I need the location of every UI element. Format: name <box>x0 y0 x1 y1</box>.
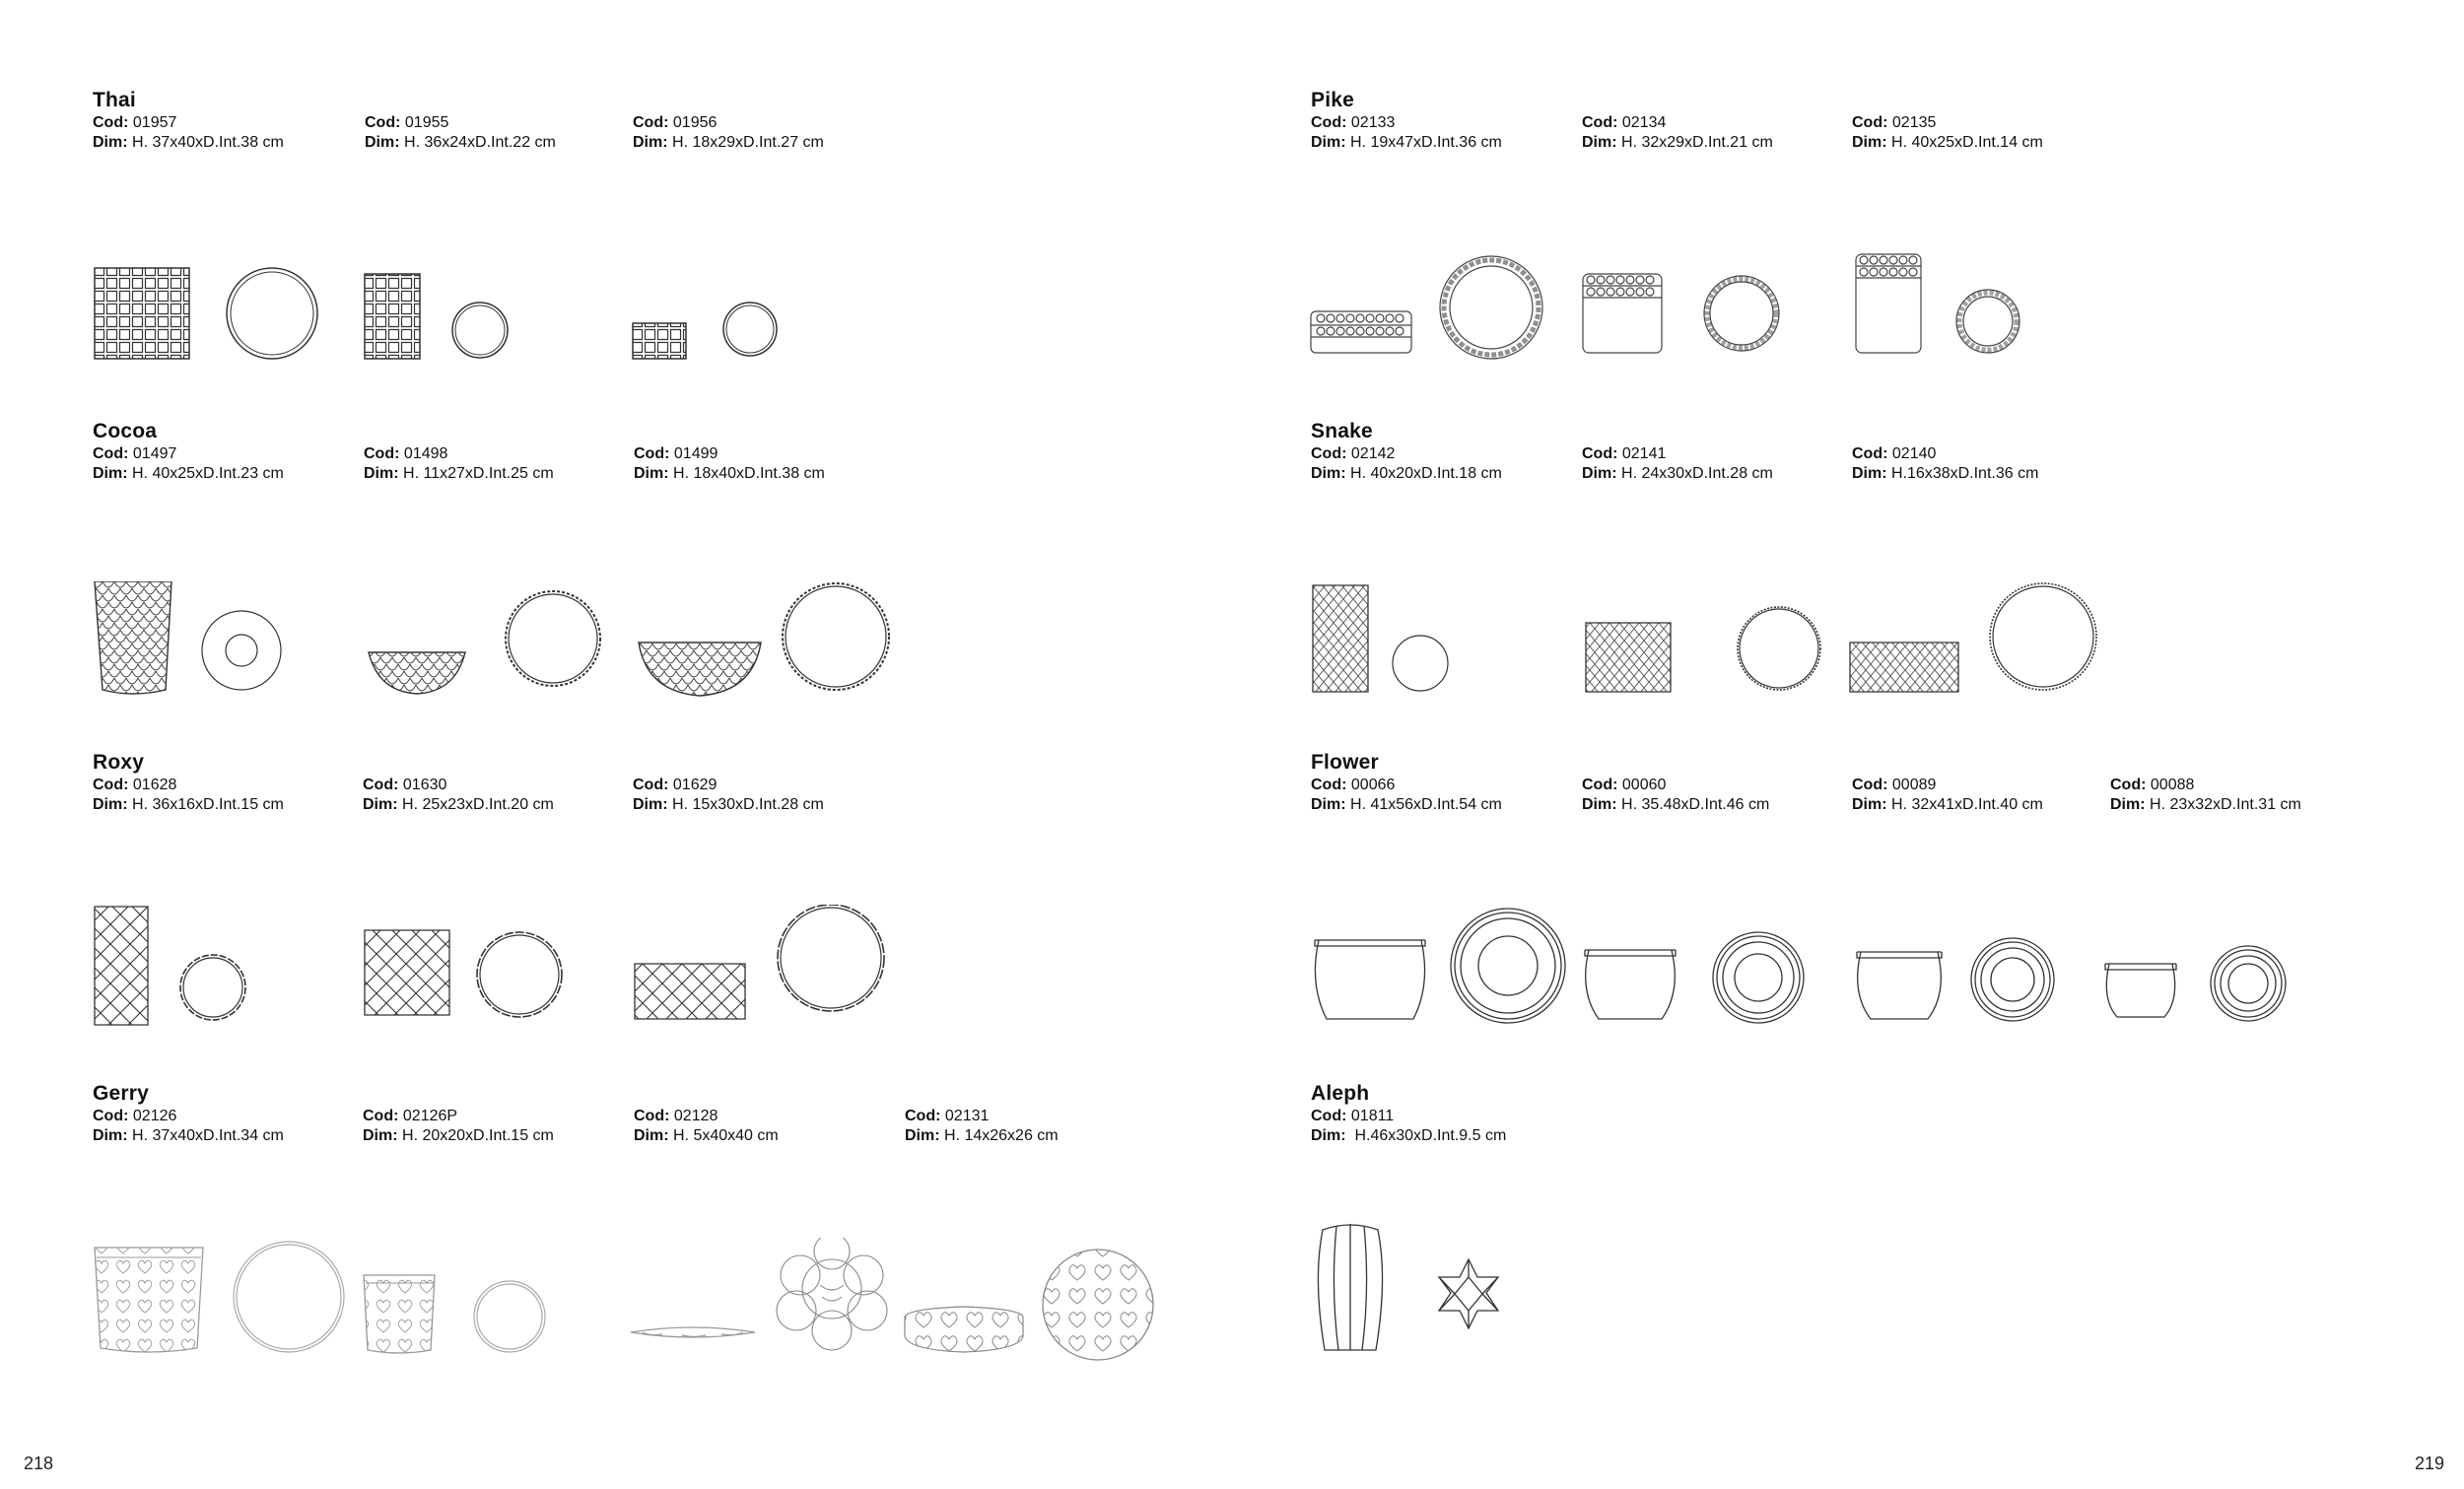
gerry-small-planter-side-view <box>364 1275 435 1353</box>
cod-label: Cod: <box>1852 114 1888 131</box>
product-code: 00088 <box>2150 777 2195 793</box>
dim-label: Dim: <box>1582 134 1617 151</box>
cod-label: Cod: <box>2110 777 2147 793</box>
dim-label: Dim: <box>2110 796 2146 813</box>
product-spec <box>363 1107 554 1146</box>
section-title: Flower <box>1311 751 1379 774</box>
snake-drawings <box>1309 581 2097 700</box>
cocoa-drawings <box>91 581 899 700</box>
page-number-right: 219 <box>2415 1454 2445 1473</box>
dim-label: Dim: <box>1311 1127 1346 1144</box>
cod-label: Cod: <box>634 445 670 462</box>
dim-label: Dim: <box>364 465 399 482</box>
cod-label: Cod: <box>633 114 669 131</box>
product-spec <box>364 444 554 484</box>
product-code: 01630 <box>402 777 447 793</box>
cod-label: Cod: <box>365 114 401 131</box>
product-code: 02131 <box>944 1108 990 1124</box>
cod-label: Cod: <box>93 114 129 131</box>
pike-tall-vase-side-view <box>1856 254 1921 353</box>
product-code: 02126P <box>402 1108 458 1124</box>
roxy-vase-side-view <box>95 907 148 1025</box>
cod-label: Cod: <box>633 777 669 793</box>
product-dimensions: H.16x38xD.Int.36 cm <box>1891 465 2039 482</box>
flower-pot-side-view <box>1315 940 1425 1019</box>
dim-label: Dim: <box>634 465 669 482</box>
gerry-plate-side-view <box>631 1327 755 1337</box>
thai-vase-top-view <box>227 268 317 359</box>
dim-label: Dim: <box>1311 465 1346 482</box>
gerry-plate-top-view <box>777 1238 887 1350</box>
dim-label: Dim: <box>365 134 400 151</box>
product-spec <box>2110 776 2301 815</box>
flower-pot-top-view <box>1971 938 2054 1021</box>
product-dimensions: H. 37x40xD.Int.34 cm <box>132 1127 284 1144</box>
product-spec <box>905 1107 1059 1146</box>
product-code: 01955 <box>404 114 449 131</box>
flower-pot-side-view <box>1585 950 1676 1019</box>
product-dimensions: H. 24x30xD.Int.28 cm <box>1621 465 1773 482</box>
dim-label: Dim: <box>363 1127 398 1144</box>
product-spec <box>634 444 825 484</box>
product-dimensions: H. 41x56xD.Int.54 cm <box>1350 796 1502 813</box>
gerry-small-planter-top-view <box>474 1281 545 1352</box>
snake-bowl-top-view <box>1990 583 2096 690</box>
cocoa-large-bowl-top-view <box>783 583 889 690</box>
pike-vase-top-view <box>1704 276 1779 351</box>
product-spec <box>1852 776 2043 815</box>
aleph-vase-side-view <box>1318 1224 1382 1350</box>
pike-vase-side-view <box>1583 274 1662 353</box>
cod-label: Cod: <box>363 1108 399 1124</box>
product-dimensions: H. 15x30xD.Int.28 cm <box>672 796 824 813</box>
dim-label: Dim: <box>1582 796 1617 813</box>
snake-vase-side-view <box>1313 585 1368 692</box>
cod-label: Cod: <box>93 445 129 462</box>
product-code: 01957 <box>132 114 177 131</box>
product-dimensions: H.46x30xD.Int.9.5 cm <box>1354 1127 1507 1144</box>
cod-label: Cod: <box>905 1108 941 1124</box>
product-code: 01498 <box>403 445 448 462</box>
flower-pot-top-view <box>2211 946 2286 1021</box>
product-code: 00089 <box>1891 777 1937 793</box>
pike-tall-vase-top-view <box>1956 290 2019 353</box>
product-dimensions: H. 20x20xD.Int.15 cm <box>402 1127 554 1144</box>
product-spec <box>93 776 284 815</box>
product-spec <box>1852 113 2043 153</box>
product-dimensions: H. 18x29xD.Int.27 cm <box>672 134 824 151</box>
thai-bowl-side-view <box>633 323 686 359</box>
product-spec <box>1311 444 1502 484</box>
thai-vase-top-view <box>452 303 508 358</box>
product-dimensions: H. 11x27xD.Int.25 cm <box>403 465 554 482</box>
product-dimensions: H. 32x29xD.Int.21 cm <box>1621 134 1773 151</box>
cod-label: Cod: <box>1852 777 1888 793</box>
dim-label: Dim: <box>634 1127 669 1144</box>
product-code: 00066 <box>1350 777 1396 793</box>
thai-bowl-top-view <box>723 303 777 356</box>
flower-pot-side-view <box>2105 964 2176 1017</box>
product-spec <box>1852 444 2038 484</box>
product-spec <box>1582 444 1773 484</box>
pike-bowl-side-view <box>1311 311 1411 353</box>
aleph-vase-top-view <box>1439 1259 1498 1328</box>
product-code: 02133 <box>1350 114 1396 131</box>
cod-label: Cod: <box>1311 1108 1347 1124</box>
dim-label: Dim: <box>633 796 668 813</box>
section-title: Snake <box>1311 420 1373 442</box>
snake-planter-top-view <box>1738 607 1820 690</box>
product-code: 01956 <box>672 114 718 131</box>
dim-label: Dim: <box>93 1127 128 1144</box>
cod-label: Cod: <box>634 1108 670 1124</box>
roxy-planter-side-view <box>365 930 449 1015</box>
thai-drawings <box>93 264 881 363</box>
dim-label: Dim: <box>93 134 128 151</box>
product-spec <box>633 113 824 153</box>
dim-label: Dim: <box>1852 796 1887 813</box>
gerry-bowl-top-view <box>1043 1250 1153 1360</box>
thai-vase-side-view <box>365 274 420 359</box>
product-dimensions: H. 40x20xD.Int.18 cm <box>1350 465 1502 482</box>
dim-label: Dim: <box>1311 134 1346 151</box>
dim-label: Dim: <box>633 134 668 151</box>
cod-label: Cod: <box>1582 777 1618 793</box>
cod-label: Cod: <box>1582 114 1618 131</box>
cod-label: Cod: <box>93 777 129 793</box>
product-code: 02135 <box>1891 114 1937 131</box>
cocoa-bowl-top-view <box>506 591 600 686</box>
product-dimensions: H. 40x25xD.Int.14 cm <box>1891 134 2043 151</box>
dim-label: Dim: <box>905 1127 940 1144</box>
product-spec <box>93 444 284 484</box>
cocoa-bowl-side-view <box>369 652 465 694</box>
product-spec <box>93 113 284 153</box>
product-dimensions: H. 5x40x40 cm <box>673 1127 779 1144</box>
flower-pot-top-view <box>1451 909 1565 1023</box>
roxy-bowl-side-view <box>635 964 745 1019</box>
product-spec <box>1311 1107 1506 1146</box>
product-spec <box>93 1107 284 1146</box>
cod-label: Cod: <box>1311 114 1347 131</box>
product-dimensions: H. 36x16xD.Int.15 cm <box>132 796 284 813</box>
product-dimensions: H. 40x25xD.Int.23 cm <box>132 465 284 482</box>
product-code: 01811 <box>1350 1108 1395 1124</box>
dim-label: Dim: <box>93 796 128 813</box>
product-code: 01628 <box>132 777 177 793</box>
product-dimensions: H. 35.48xD.Int.46 cm <box>1621 796 1770 813</box>
product-code: 02126 <box>132 1108 177 1124</box>
cod-label: Cod: <box>1582 445 1618 462</box>
product-code: 02140 <box>1891 445 1937 462</box>
product-dimensions: H. 14x26x26 cm <box>944 1127 1059 1144</box>
gerry-drawings <box>91 1238 1175 1366</box>
page-number-left: 218 <box>24 1454 54 1473</box>
section-title: Aleph <box>1311 1082 1370 1105</box>
cod-label: Cod: <box>364 445 400 462</box>
section-title: Pike <box>1311 89 1354 111</box>
product-spec <box>1582 113 1773 153</box>
dim-label: Dim: <box>363 796 398 813</box>
gerry-bowl-side-view <box>905 1307 1023 1352</box>
cod-label: Cod: <box>93 1108 129 1124</box>
section-title: Gerry <box>93 1082 150 1105</box>
snake-planter-side-view <box>1586 623 1671 692</box>
product-dimensions: H. 23x32xD.Int.31 cm <box>2150 796 2301 813</box>
dim-label: Dim: <box>1311 796 1346 813</box>
section-title: Thai <box>93 89 136 111</box>
product-dimensions: H. 37x40xD.Int.38 cm <box>132 134 284 151</box>
thai-vase-side-view <box>95 268 189 359</box>
product-dimensions: H. 19x47xD.Int.36 cm <box>1350 134 1502 151</box>
product-dimensions: H. 25x23xD.Int.20 cm <box>402 796 554 813</box>
pike-drawings <box>1309 246 2058 360</box>
product-code: 01497 <box>132 445 177 462</box>
product-code: 02128 <box>673 1108 719 1124</box>
roxy-bowl-top-view <box>778 905 884 1011</box>
flower-pot-side-view <box>1857 952 1942 1019</box>
section-title: Cocoa <box>93 420 158 442</box>
snake-bowl-side-view <box>1850 643 1958 692</box>
roxy-vase-top-view <box>180 955 245 1020</box>
product-spec <box>633 776 824 815</box>
dim-label: Dim: <box>1852 465 1887 482</box>
section-title: Roxy <box>93 751 145 774</box>
product-dimensions: H. 36x24xD.Int.22 cm <box>404 134 556 151</box>
cocoa-large-bowl-side-view <box>639 643 761 696</box>
dim-label: Dim: <box>93 465 128 482</box>
product-code: 00060 <box>1621 777 1667 793</box>
product-code: 02134 <box>1621 114 1667 131</box>
cocoa-vase-top-view <box>202 611 281 690</box>
product-spec <box>365 113 556 153</box>
product-code: 02141 <box>1621 445 1667 462</box>
flower-pot-top-view <box>1713 932 1804 1023</box>
cod-label: Cod: <box>1311 445 1347 462</box>
cod-label: Cod: <box>363 777 399 793</box>
dim-label: Dim: <box>1852 134 1887 151</box>
cocoa-vase-side-view <box>95 581 171 694</box>
product-dimensions: H. 32x41xD.Int.40 cm <box>1891 796 2043 813</box>
cod-label: Cod: <box>1852 445 1888 462</box>
roxy-planter-top-view <box>477 932 562 1017</box>
gerry-planter-side-view <box>95 1248 203 1352</box>
product-spec <box>634 1107 779 1146</box>
product-code: 02142 <box>1350 445 1396 462</box>
product-spec <box>1311 113 1502 153</box>
product-dimensions: H. 18x40xD.Int.38 cm <box>673 465 825 482</box>
flower-drawings <box>1307 901 2293 1029</box>
snake-vase-top-view <box>1393 636 1448 691</box>
pike-bowl-top-view <box>1440 256 1542 359</box>
product-spec <box>1311 776 1502 815</box>
product-code: 01629 <box>672 777 718 793</box>
dim-label: Dim: <box>1582 465 1617 482</box>
aleph-drawings <box>1311 1220 1547 1358</box>
cod-label: Cod: <box>1311 777 1347 793</box>
product-spec <box>363 776 554 815</box>
gerry-planter-top-view <box>234 1242 344 1352</box>
product-spec <box>1582 776 1769 815</box>
roxy-drawings <box>91 905 899 1028</box>
product-code: 01499 <box>673 445 719 462</box>
